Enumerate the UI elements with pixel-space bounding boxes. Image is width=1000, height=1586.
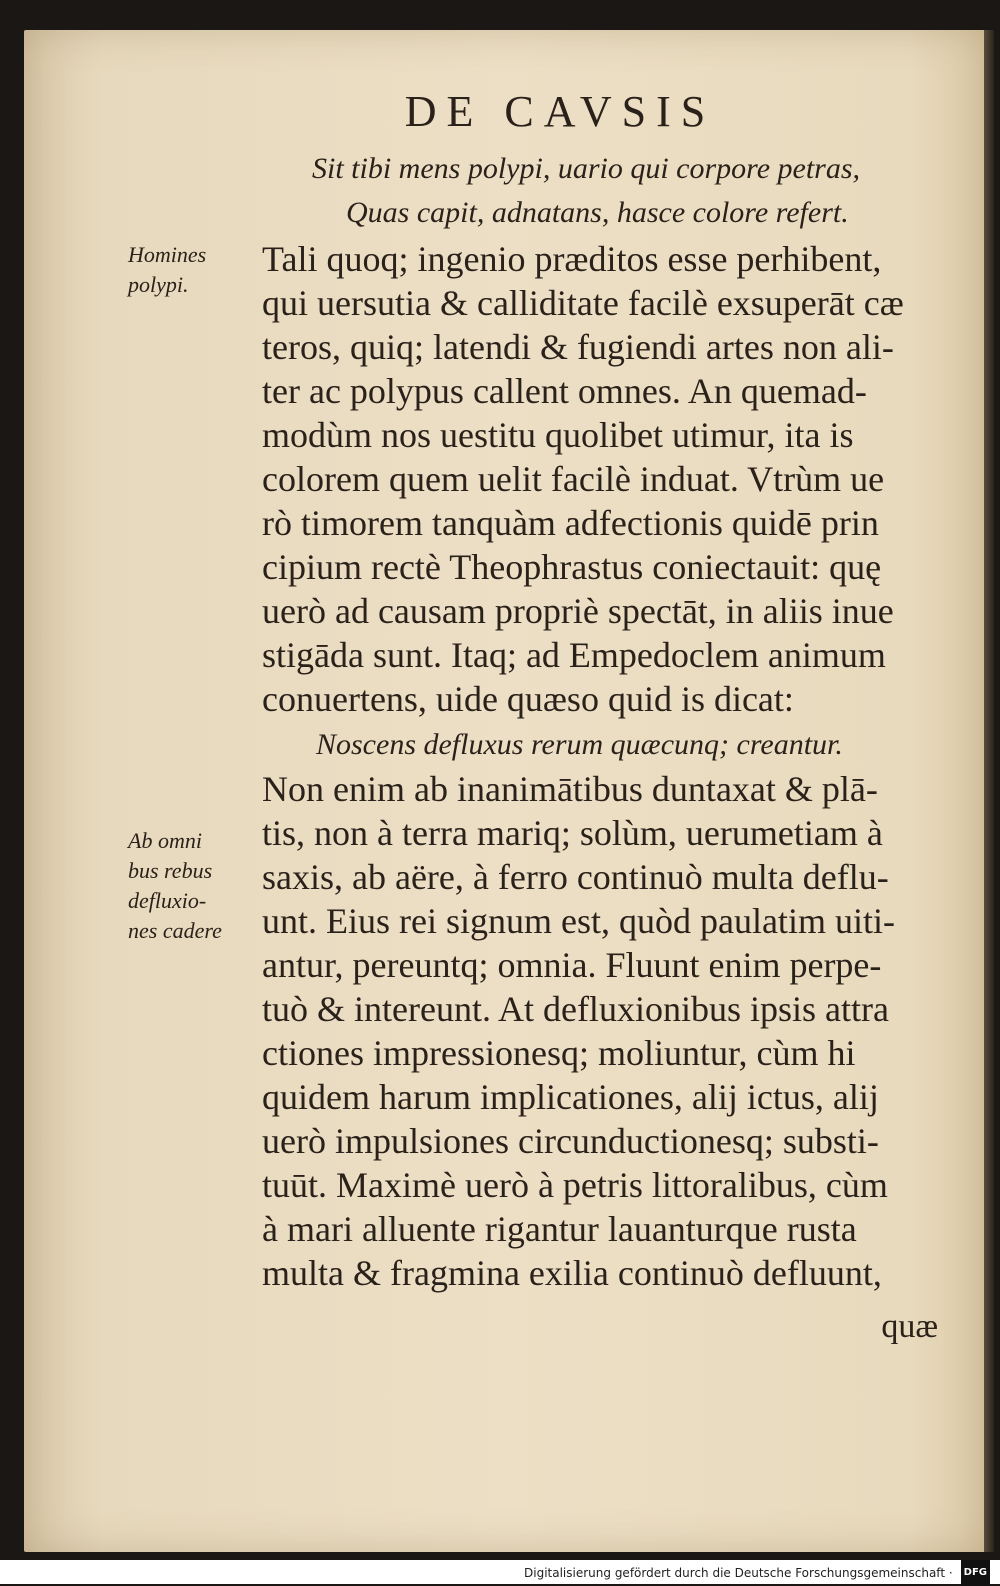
prose-line: ctiones impressionesq; moliuntur, cùm hi (262, 1033, 856, 1073)
margin-note-line: defluxio- (128, 888, 207, 913)
prose-line: uerò ad causam propriè spectāt, in aliis inue (262, 591, 894, 631)
dfg-logo: DFG (961, 1560, 990, 1586)
prose-line: rò timorem tanquàm adfectionis quidē prin (262, 503, 879, 543)
catchword: quæ (881, 1308, 938, 1345)
prose-line: teros, quiq; latendi & fugiendi artes non ali- (262, 327, 894, 367)
prose-line: tuūt. Maximè uerò à petris littoralibus, cùm (262, 1165, 888, 1205)
margin-note-line: bus rebus (128, 858, 213, 883)
footer-bar (0, 1560, 1000, 1584)
prose-line: saxis, ab aëre, à ferro continuò multa deflu- (262, 857, 889, 897)
prose-line: uerò impulsiones circunductionesq; substi- (262, 1121, 879, 1161)
margin-note-line: Homines (128, 242, 207, 267)
verse-line: Noscens defluxus rerum quæcunq; creantur. (316, 728, 843, 761)
prose-line: Tali quoq; ingenio præditos esse perhibent, (262, 239, 882, 279)
prose-line: tuò & intereunt. At defluxionibus ipsis attra (262, 989, 889, 1029)
margin-note-line: polypi. (128, 272, 189, 297)
prose-line: qui uersutia & calliditate facilè exsuperāt cæ (262, 283, 904, 323)
verse-line: Quas capit, adnatans, hasce colore refert. (346, 196, 849, 229)
margin-note (128, 826, 222, 946)
prose-line: modùm nos uestitu quolibet utimur, ita is (262, 415, 854, 455)
prose-line: tis, non à terra mariq; solùm, uerumetiam à (262, 813, 883, 853)
prose-line: cipium rectè Theophrastus coniectauit: quę (262, 547, 882, 587)
prose-line: multa & fragmina exilia continuò defluunt, (262, 1253, 882, 1293)
footer-text: Digitalisierung gefördert durch die Deutsche Forschungsgemeinschaft · (524, 1565, 953, 1580)
prose-line: conuertens, uide quæso quid is dicat: (262, 679, 794, 719)
prose-line: à mari alluente rigantur lauanturque rusta (262, 1209, 857, 1249)
header-title: DE CAVSIS (404, 87, 716, 136)
prose-line: Non enim ab inanimātibus duntaxat & plā- (262, 769, 878, 809)
prose-line: quidem harum implicationes, alij ictus, alij (262, 1077, 879, 1117)
prose-line: antur, pereuntq; omnia. Fluunt enim perpe- (262, 945, 882, 985)
prose-line: unt. Eius rei signum est, quòd paulatim uiti- (262, 901, 895, 941)
prose-line: colorem quem uelit facilè induat. Vtrùm ue (262, 459, 885, 499)
prose-line: ter ac polypus callent omnes. An quemad- (262, 371, 867, 411)
verse-line: Sit tibi mens polypi, uario qui corpore petras, (312, 152, 861, 185)
prose-line: stigāda sunt. Itaq; ad Empedoclem animum (262, 635, 886, 675)
margin-note-line: Ab omni (128, 828, 202, 853)
running-header (0, 86, 1000, 137)
page-edge (984, 30, 994, 1552)
margin-note-line: nes cadere (128, 918, 222, 943)
margin-note (128, 240, 206, 300)
